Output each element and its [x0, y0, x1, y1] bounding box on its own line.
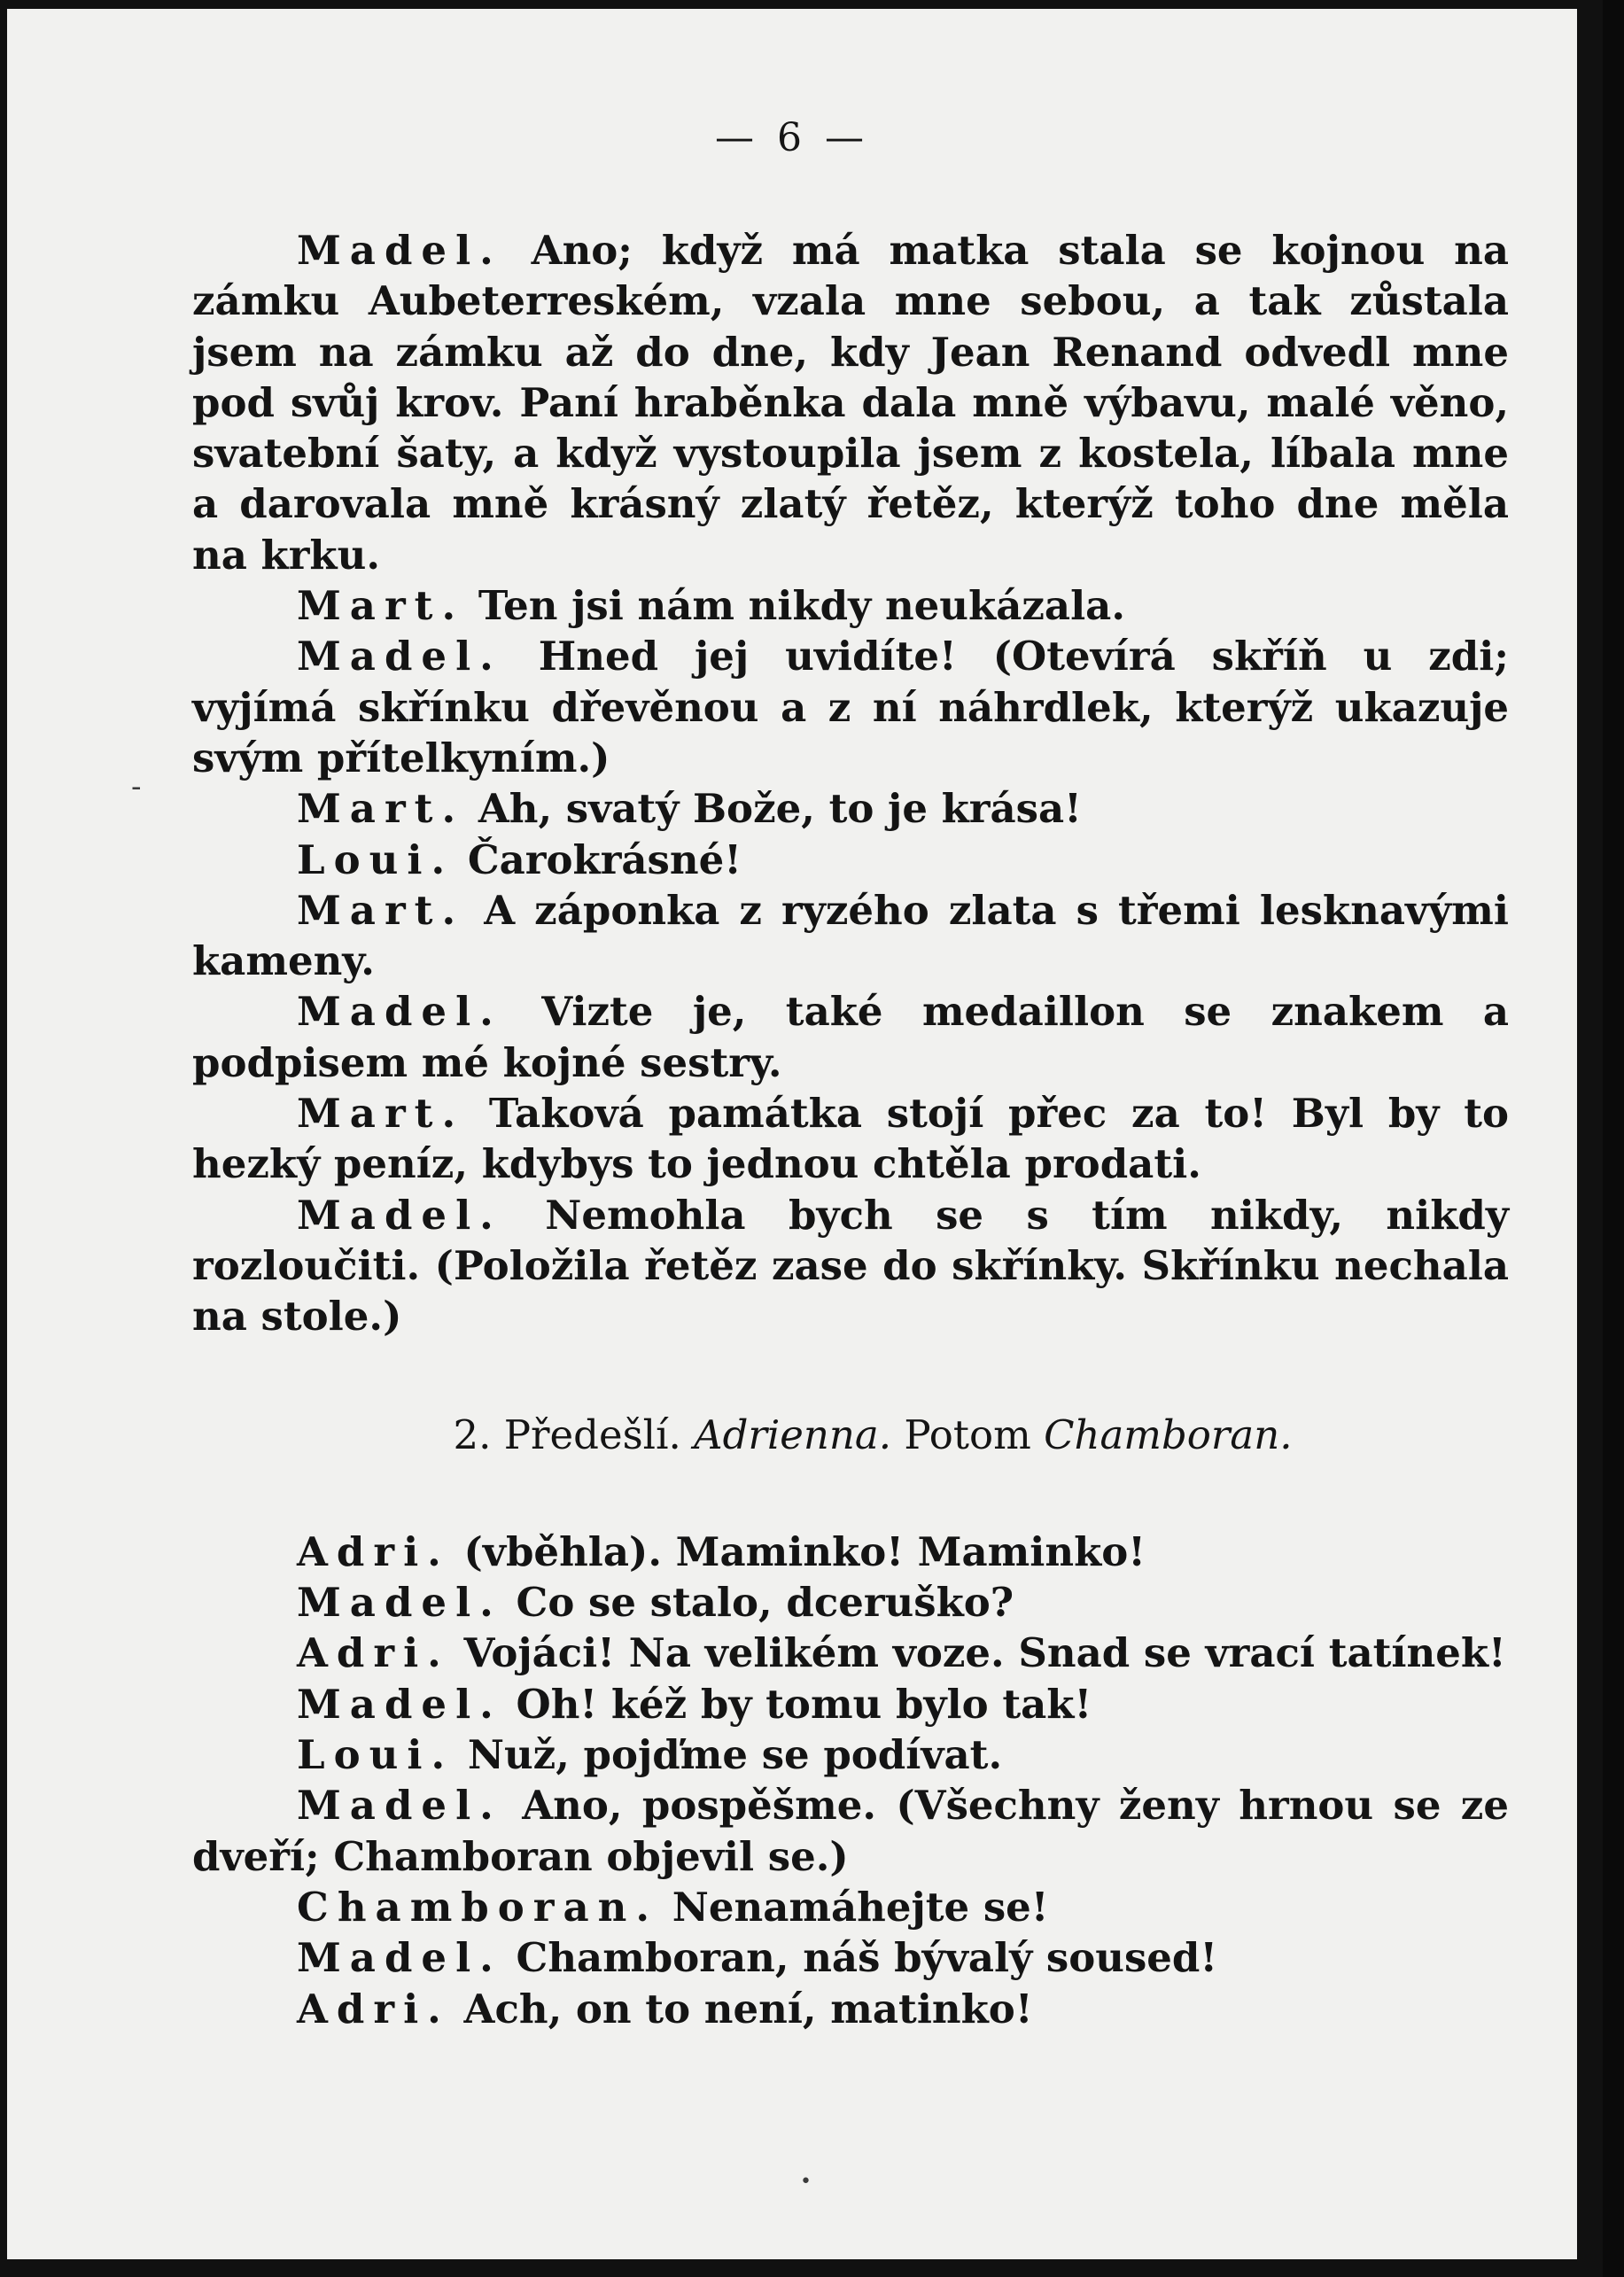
- scene-number: 2.: [453, 1410, 492, 1458]
- dialogue-line: [192, 1679, 1509, 1729]
- line-text: Nenamáhejte se!: [672, 1883, 1049, 1931]
- dialogue-line: [192, 1984, 1509, 2034]
- dialogue-block-2: [192, 1527, 1509, 2034]
- line-text: Chamboran, náš bývalý soused!: [516, 1934, 1218, 1982]
- dialogue-line: [192, 631, 1509, 783]
- book-page: [7, 9, 1577, 2259]
- speaker: Adri.: [297, 1629, 450, 1677]
- speaker: Mart.: [297, 1090, 465, 1138]
- dialogue-line: [192, 1729, 1509, 1780]
- dialogue-line: [192, 1932, 1509, 1983]
- speaker: Madel.: [297, 227, 502, 274]
- dialogue-line: [192, 885, 1509, 987]
- dialogue-line: [192, 1088, 1509, 1190]
- speaker: Loui.: [297, 1731, 455, 1779]
- line-text: Vojáci! Na velikém voze. Snad se vrací tatínek!: [463, 1629, 1506, 1677]
- line-text: Co se stalo, dceruško?: [516, 1579, 1014, 1627]
- line-text: Taková památka stojí přec za to! Byl by to hezký peníz, kdybys to jednou chtěla prodati.: [192, 1090, 1510, 1188]
- speaker: Madel.: [297, 1934, 502, 1982]
- speaker: Madel.: [297, 1579, 502, 1627]
- dialogue-block-1: [192, 225, 1509, 1342]
- line-text: Čarokrásné!: [467, 835, 742, 883]
- speaker: Mart.: [297, 886, 465, 934]
- speaker: Loui.: [297, 835, 455, 883]
- dialogue-line: [192, 1882, 1509, 1932]
- dialogue-line: [192, 225, 1509, 580]
- line-text: Ano, pospěšme. (Všechny ženy hrnou se ze dveří; Chamboran objevil se.): [192, 1782, 1509, 1880]
- line-text: Ano; když má matka stala se kojnou na zámku Aubeterreském, vzala mne sebou, a tak zůstala jsem na zámku až do dne, kdy Jean Renand odvedl mne pod svůj krov. Paní hraběnka dala mně výbavu, malé věno, svatební šaty, a když vystoupila jsem z kostela, líbala mne a darovala mně krásný zlatý řetěz, kterýž toho dne měla na krku.: [192, 227, 1509, 579]
- dialogue-line: [192, 1190, 1509, 1342]
- line-text: Ten jsi nám nikdy neukázala.: [478, 582, 1125, 630]
- line-text: Ah, svatý Bože, to je krása!: [478, 785, 1082, 833]
- scene-character: Chamboran.: [1044, 1410, 1293, 1458]
- dialogue-line: [192, 580, 1509, 631]
- speaker: Adri.: [297, 1985, 450, 2032]
- line-text: Vizte je, také medaillon se znakem a podpisem mé kojné sestry.: [192, 988, 1509, 1086]
- line-text: Nemohla bych se s tím nikdy, nikdy rozloučiti. (Položila řetěz zase do skřínky. Skřínku nechala na stole.): [192, 1191, 1509, 1341]
- line-text: Hned jej uvidíte! (Otevírá skříň u zdi; vyjímá skřínku dřevěnou a z ní náhrdlek, kterýž ukazuje svým přítelkyním.): [192, 633, 1509, 781]
- speaker: Madel.: [297, 1782, 502, 1830]
- speaker: Madel.: [297, 1191, 502, 1239]
- speaker: Adri.: [297, 1527, 450, 1575]
- line-text: Ach, on to není, matinko!: [463, 1985, 1033, 2032]
- speaker: Madel.: [297, 633, 502, 680]
- line-text: Oh! kéž by tomu bylo tak!: [516, 1680, 1092, 1728]
- dialogue-line: [192, 1780, 1509, 1882]
- speaker: Chamboran.: [297, 1883, 659, 1931]
- speaker: Madel.: [297, 988, 502, 1036]
- scene-character: Adrienna.: [694, 1410, 892, 1458]
- dialogue-line: [192, 835, 1509, 885]
- margin-dot: •: [800, 2171, 812, 2193]
- page-number: — 6 —: [715, 115, 869, 160]
- dialogue-line: [192, 1628, 1509, 1678]
- dialogue-line: [192, 986, 1509, 1088]
- dialogue-line: [192, 1577, 1509, 1628]
- dialogue-line: [192, 783, 1509, 834]
- speaker: Mart.: [297, 582, 465, 630]
- line-text: A záponka z ryzého zlata s třemi lesknavými kameny.: [192, 886, 1509, 985]
- dialogue-line: [192, 1527, 1509, 1577]
- scene-heading: [192, 1410, 1509, 1460]
- line-text: Nuž, pojďme se podívat.: [467, 1731, 1003, 1779]
- line-text: (vběhla). Maminko! Maminko!: [463, 1527, 1146, 1575]
- play-text: [192, 225, 1509, 2034]
- page-edge: [1603, 0, 1624, 2277]
- scene-text: Předešlí.: [503, 1410, 681, 1458]
- margin-mark: -: [131, 769, 142, 804]
- speaker: Mart.: [297, 785, 465, 833]
- speaker: Madel.: [297, 1680, 502, 1728]
- scene-text: Potom: [904, 1410, 1031, 1458]
